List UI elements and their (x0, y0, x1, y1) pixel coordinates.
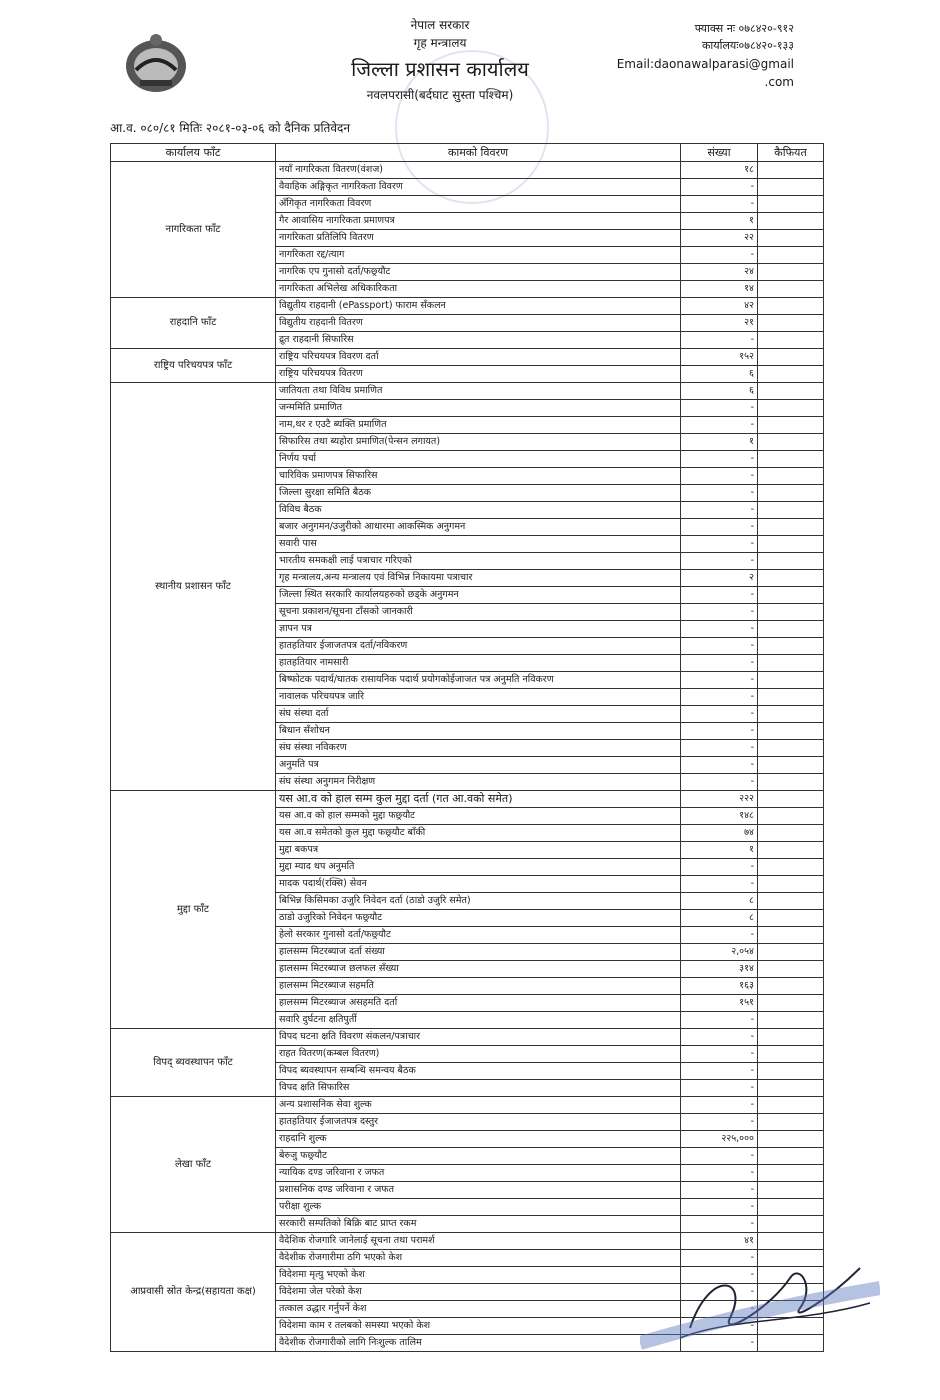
description-cell: बेरुजु फछ्र्यौट (276, 1148, 681, 1165)
contact-block (617, 20, 794, 90)
remarks-cell (758, 1012, 824, 1029)
remarks-cell (758, 587, 824, 604)
count-cell: - (681, 1148, 758, 1165)
count-cell: - (681, 502, 758, 519)
remarks-cell (758, 1216, 824, 1233)
description-cell: नावालक परिचयपत्र जारि (276, 689, 681, 706)
description-cell: निर्णय पर्चा (276, 451, 681, 468)
description-cell: नाम,थर र एउटै ब्यक्ति प्रमाणित (276, 417, 681, 434)
count-cell: ४२ (681, 298, 758, 315)
count-cell: - (681, 1063, 758, 1080)
table-row (111, 1029, 824, 1046)
remarks-cell (758, 383, 824, 400)
description-cell: हातहतियार ईजाजतपत्र दस्तुर (276, 1114, 681, 1131)
description-cell: राहत वितरण(कम्बल वितरण) (276, 1046, 681, 1063)
description-cell: विद्युतीय राहदानी वितरण (276, 315, 681, 332)
description-cell: नागरिकता प्रतिलिपि वितरण (276, 230, 681, 247)
department-cell: विपद् ब्यवस्थापन फाँट (111, 1029, 276, 1097)
count-cell: १५२ (681, 349, 758, 366)
count-cell: - (681, 604, 758, 621)
description-cell: नागरिक एप गुनासो दर्ता/फछ्र्यौट (276, 264, 681, 281)
count-cell: १ (681, 434, 758, 451)
description-cell: सूचना प्रकाशन/सूचना टाँसको जानकारी (276, 604, 681, 621)
description-cell: सरकारी सम्पतिको बिक्रि बाट प्राप्त रकम (276, 1216, 681, 1233)
description-cell: बजार अनुगमन/उजुरीको आधारमा आकस्मिक अनुगमन (276, 519, 681, 536)
description-cell: हातहतियार नामसारी (276, 655, 681, 672)
description-cell: विदेशमा काम र तलबको समस्या भएको केश (276, 1318, 681, 1335)
count-cell: - (681, 774, 758, 791)
department-cell: नागरिकता फाँट (111, 162, 276, 298)
table-row (111, 1097, 824, 1114)
remarks-cell (758, 1250, 824, 1267)
description-cell: तत्काल उद्धार गर्नुपर्ने केश (276, 1301, 681, 1318)
description-cell: जिल्ला स्थित सरकारि कार्यालयहरुको छड्के अनुगमन (276, 587, 681, 604)
count-cell: - (681, 485, 758, 502)
remarks-cell (758, 621, 824, 638)
remarks-cell (758, 1182, 824, 1199)
count-cell: - (681, 451, 758, 468)
remarks-cell (758, 893, 824, 910)
count-cell: ८ (681, 893, 758, 910)
count-cell: - (681, 587, 758, 604)
description-cell: नागरिकता रद्द/त्याग (276, 247, 681, 264)
government-name: नेपाल सरकार (410, 18, 470, 32)
count-cell: - (681, 1182, 758, 1199)
remarks-cell (758, 1148, 824, 1165)
count-cell: २१ (681, 315, 758, 332)
fax-number: फ्याक्स नः ०७८४२०-९१२ (694, 22, 794, 35)
remarks-cell (758, 1233, 824, 1250)
description-cell: नयाँ नागरिकता वितरण(वंशज) (276, 162, 681, 179)
remarks-cell (758, 298, 824, 315)
description-cell: अँगिकृत नागरिकता विवरण (276, 196, 681, 213)
count-cell: - (681, 417, 758, 434)
count-cell: - (681, 247, 758, 264)
count-cell: २२२ (681, 791, 758, 808)
count-cell: - (681, 519, 758, 536)
description-cell: विपद क्षति सिफारिस (276, 1080, 681, 1097)
remarks-cell (758, 485, 824, 502)
ministry-name: गृह मन्त्रालय (413, 36, 467, 50)
remarks-cell (758, 604, 824, 621)
count-cell: २२५,००० (681, 1131, 758, 1148)
remarks-cell (758, 1301, 824, 1318)
remarks-cell (758, 1267, 824, 1284)
count-cell: ६ (681, 366, 758, 383)
count-cell: २४ (681, 264, 758, 281)
remarks-cell (758, 944, 824, 961)
description-cell: राष्ट्रिय परिचयपत्र वितरण (276, 366, 681, 383)
letterhead (290, 16, 590, 104)
remarks-cell (758, 689, 824, 706)
count-cell: - (681, 706, 758, 723)
remarks-cell (758, 434, 824, 451)
count-cell: - (681, 1046, 758, 1063)
remarks-cell (758, 264, 824, 281)
count-cell: १ (681, 842, 758, 859)
count-cell: - (681, 332, 758, 349)
email-suffix: .com (764, 75, 794, 89)
description-cell: परीक्षा शुल्क (276, 1199, 681, 1216)
description-cell: सवारी पास (276, 536, 681, 553)
remarks-cell (758, 961, 824, 978)
remarks-cell (758, 1335, 824, 1352)
description-cell: जिल्ला सुरक्षा समिति बैठक (276, 485, 681, 502)
table-row (111, 383, 824, 400)
description-cell: वैदेशीक रोजगारीको लागि निःशुल्क तालिम (276, 1335, 681, 1352)
count-cell: २२ (681, 230, 758, 247)
count-cell: - (681, 655, 758, 672)
description-cell: विदेशमा जेल परेको केश (276, 1284, 681, 1301)
table-body (111, 162, 824, 1352)
count-cell: - (681, 1114, 758, 1131)
count-cell: - (681, 1216, 758, 1233)
description-cell: सवारि दुर्घटना क्षतिपुर्ती (276, 1012, 681, 1029)
count-cell: - (681, 876, 758, 893)
remarks-cell (758, 876, 824, 893)
count-cell: १ (681, 213, 758, 230)
description-cell: हालसम्म मिटरब्याज सहमति (276, 978, 681, 995)
description-cell: यस आ.व को हाल सम्म कुल मुद्दा दर्ता (गत आ.वको समेत) (276, 791, 681, 808)
table-header-row (111, 144, 824, 162)
count-cell: - (681, 553, 758, 570)
description-cell: वैवाहिक अङ्गिकृत नागरिकता विवरण (276, 179, 681, 196)
description-cell: हेलो सरकार गुनासो दर्ता/फछ्र्यौट (276, 927, 681, 944)
nepal-government-emblem (122, 30, 190, 96)
office-location: नवलपरासी(बर्दघाट सुस्ता पश्चिम) (366, 88, 514, 102)
count-cell: - (681, 1301, 758, 1318)
remarks-cell (758, 1046, 824, 1063)
description-cell: वैदेशीक रोजगारीमा ठगि भएको केश (276, 1250, 681, 1267)
remarks-cell (758, 1097, 824, 1114)
remarks-cell (758, 213, 824, 230)
count-cell: - (681, 400, 758, 417)
remarks-cell (758, 808, 824, 825)
remarks-cell (758, 995, 824, 1012)
description-cell: संघ संस्था दर्ता (276, 706, 681, 723)
remarks-cell (758, 1199, 824, 1216)
remarks-cell (758, 740, 824, 757)
remarks-cell (758, 315, 824, 332)
remarks-cell (758, 1131, 824, 1148)
description-cell: राष्ट्रिय परिचयपत्र विवरण दर्ता (276, 349, 681, 366)
count-cell: ६ (681, 383, 758, 400)
description-cell: गृह मन्त्रालय,अन्य मन्त्रालय एवं विभिन्न निकायमा पत्राचार (276, 570, 681, 587)
count-cell: - (681, 740, 758, 757)
count-cell: - (681, 689, 758, 706)
description-cell: यस आ.व को हाल सम्मको मुद्दा फछ्र्यौट (276, 808, 681, 825)
office-phone: कार्यालयः०७८४२०-१३३ (701, 39, 794, 52)
remarks-cell (758, 1165, 824, 1182)
count-cell: ८ (681, 910, 758, 927)
description-cell: जातियता तथा विविध प्रमाणित (276, 383, 681, 400)
remarks-cell (758, 1063, 824, 1080)
description-cell: नागरिकता अभिलेख अधिकारिकता (276, 281, 681, 298)
count-cell: - (681, 179, 758, 196)
remarks-cell (758, 774, 824, 791)
remarks-cell (758, 655, 824, 672)
department-cell: स्थानीय प्रशासन फाँट (111, 383, 276, 791)
description-cell: ज्ञापन पत्र (276, 621, 681, 638)
daily-report-table (110, 143, 824, 1352)
count-cell: - (681, 638, 758, 655)
description-cell: भारतीय समकक्षी लाई पत्राचार गरिएको (276, 553, 681, 570)
remarks-cell (758, 349, 824, 366)
count-cell: - (681, 1267, 758, 1284)
count-cell: - (681, 196, 758, 213)
remarks-cell (758, 502, 824, 519)
department-cell: मुद्दा फाँट (111, 791, 276, 1029)
description-cell: हालसम्म मिटरब्याज छलफल सँख्या (276, 961, 681, 978)
remarks-cell (758, 179, 824, 196)
remarks-cell (758, 519, 824, 536)
count-cell: - (681, 1284, 758, 1301)
department-cell: राहदानि फाँट (111, 298, 276, 349)
count-cell: २ (681, 570, 758, 587)
count-cell: - (681, 927, 758, 944)
table-row (111, 298, 824, 315)
count-cell: - (681, 1335, 758, 1352)
description-cell: ठाडो उजुरिको निवेदन फछ्र्यौट (276, 910, 681, 927)
remarks-cell (758, 553, 824, 570)
col-header-remarks: कैफियत (758, 144, 824, 162)
count-cell: - (681, 859, 758, 876)
description-cell: वैदेशिक रोजगारि जानेलाई सूचना तथा परामर्श (276, 1233, 681, 1250)
remarks-cell (758, 247, 824, 264)
remarks-cell (758, 196, 824, 213)
count-cell: - (681, 1318, 758, 1335)
count-cell: १६३ (681, 978, 758, 995)
department-cell: आप्रवासी स्रोत केन्द्र(सहायता कक्ष) (111, 1233, 276, 1352)
description-cell: विविध बैठक (276, 502, 681, 519)
description-cell: बिष्फोटक पदार्थ/घातक रासायनिक पदार्थ प्रयोगकोईजाजत पत्र अनुमति नविकरण (276, 672, 681, 689)
office-name: जिल्ला प्रशासन कार्यालय (351, 57, 529, 81)
count-cell: - (681, 757, 758, 774)
col-header-department: कार्यालय फाँट (111, 144, 276, 162)
description-cell: बिभिन्न किसिमका उजुरि निवेदन दर्ता (ठाडो उजुरि समेत) (276, 893, 681, 910)
col-header-description: कामको विवरण (276, 144, 681, 162)
count-cell: - (681, 1097, 758, 1114)
description-cell: बिधान सँशोधन (276, 723, 681, 740)
description-cell: जन्ममिति प्रमाणित (276, 400, 681, 417)
count-cell: - (681, 1250, 758, 1267)
remarks-cell (758, 417, 824, 434)
report-title: आ.व. ०८०/८१ मितिः २०८१-०३-०६ को दैनिक प्रतिवेदन (110, 121, 351, 135)
description-cell: मुद्दा म्याद थप अनुमति (276, 859, 681, 876)
description-cell: हालसम्म मिटरब्याज असहमति दर्ता (276, 995, 681, 1012)
remarks-cell (758, 910, 824, 927)
description-cell: न्यायिक दण्ड जरिवाना र जफत (276, 1165, 681, 1182)
description-cell: अन्य प्रशासनिक सेवा शुल्क (276, 1097, 681, 1114)
description-cell: द्रुत राहदानी सिफारिस (276, 332, 681, 349)
count-cell: - (681, 536, 758, 553)
remarks-cell (758, 451, 824, 468)
count-cell: ४१ (681, 1233, 758, 1250)
remarks-cell (758, 332, 824, 349)
remarks-cell (758, 162, 824, 179)
remarks-cell (758, 723, 824, 740)
remarks-cell (758, 366, 824, 383)
count-cell: - (681, 1029, 758, 1046)
count-cell: - (681, 621, 758, 638)
description-cell: हातहतियार ईजाजतपत्र दर्ता/नविकरण (276, 638, 681, 655)
remarks-cell (758, 825, 824, 842)
description-cell: मादक पदार्थ(रक्सि) सेवन (276, 876, 681, 893)
table-row (111, 349, 824, 366)
description-cell: विपद घटना क्षति विवरण संकलन/पत्राचार (276, 1029, 681, 1046)
description-cell: हालसम्म मिटरब्याज दर्ता संख्या (276, 944, 681, 961)
remarks-cell (758, 1080, 824, 1097)
description-cell: विद्युतीय राहदानी (ePassport) फाराम सँकलन (276, 298, 681, 315)
count-cell: - (681, 1012, 758, 1029)
description-cell: प्रशासनिक दण्ड जरिवाना र जफत (276, 1182, 681, 1199)
count-cell: - (681, 723, 758, 740)
description-cell: मुद्दा बकपत्र (276, 842, 681, 859)
remarks-cell (758, 706, 824, 723)
remarks-cell (758, 1318, 824, 1335)
email-address: Email:daonawalparasi@gmail (616, 57, 794, 71)
remarks-cell (758, 281, 824, 298)
count-cell: - (681, 1165, 758, 1182)
count-cell: १५१ (681, 995, 758, 1012)
remarks-cell (758, 672, 824, 689)
description-cell: राहदानि शुल्क (276, 1131, 681, 1148)
description-cell: विदेशमा मृत्यु भएको केश (276, 1267, 681, 1284)
count-cell: २,०५४ (681, 944, 758, 961)
department-cell: राष्ट्रिय परिचयपत्र फाँट (111, 349, 276, 383)
table-row (111, 791, 824, 808)
description-cell: गैर आवासिय नागरिकता प्रमाणपत्र (276, 213, 681, 230)
count-cell: ७४ (681, 825, 758, 842)
remarks-cell (758, 230, 824, 247)
description-cell: सिफारिस तथा ब्यहोरा प्रमाणित(पेन्सन लगायत) (276, 434, 681, 451)
remarks-cell (758, 1284, 824, 1301)
description-cell: संघ संस्था नविकरण (276, 740, 681, 757)
table-row (111, 1233, 824, 1250)
count-cell: १४८ (681, 808, 758, 825)
count-cell: - (681, 468, 758, 485)
remarks-cell (758, 1029, 824, 1046)
remarks-cell (758, 468, 824, 485)
count-cell: ३१४ (681, 961, 758, 978)
remarks-cell (758, 859, 824, 876)
remarks-cell (758, 400, 824, 417)
remarks-cell (758, 927, 824, 944)
remarks-cell (758, 570, 824, 587)
remarks-cell (758, 978, 824, 995)
description-cell: चारिविक प्रमाणपत्र सिफारिस (276, 468, 681, 485)
count-cell: - (681, 1199, 758, 1216)
description-cell: अनुमति पत्र (276, 757, 681, 774)
count-cell: - (681, 672, 758, 689)
col-header-count: संख्या (681, 144, 758, 162)
department-cell: लेखा फाँट (111, 1097, 276, 1233)
description-cell: यस आ.व समेतको कुल मुद्दा फछ्र्यौट बाँकी (276, 825, 681, 842)
description-cell: संघ संस्था अनुगमन निरीक्षण (276, 774, 681, 791)
description-cell: विपद ब्यवस्थापन सम्बन्धि समन्वय बैठक (276, 1063, 681, 1080)
remarks-cell (758, 638, 824, 655)
count-cell: - (681, 1080, 758, 1097)
count-cell: १८ (681, 162, 758, 179)
count-cell: १४ (681, 281, 758, 298)
remarks-cell (758, 791, 824, 808)
remarks-cell (758, 1114, 824, 1131)
table-row (111, 162, 824, 179)
remarks-cell (758, 842, 824, 859)
remarks-cell (758, 757, 824, 774)
remarks-cell (758, 536, 824, 553)
